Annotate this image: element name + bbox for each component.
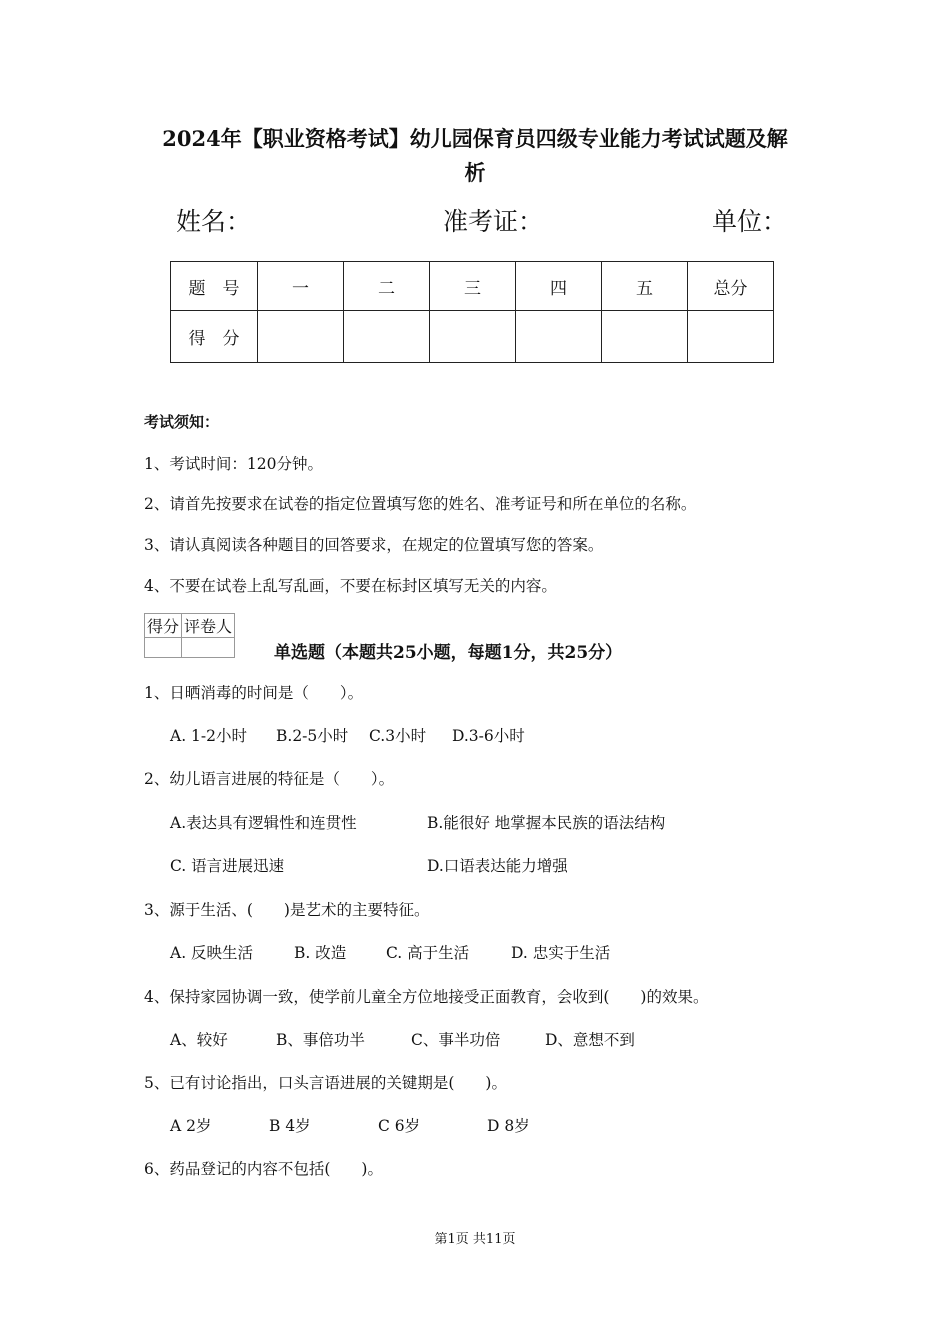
notice-item: 2、请首先按要求在试卷的指定位置填写您的姓名、准考证号和所在单位的名称。	[144, 495, 697, 513]
option: A. 1-2小时	[170, 727, 248, 745]
option: C 6岁	[378, 1117, 421, 1135]
grader-reviewer-label: 评卷人	[182, 614, 235, 638]
score-cell-1[interactable]	[258, 311, 344, 363]
option: A. 反映生活	[170, 944, 254, 962]
score-table-score-row	[171, 311, 774, 363]
header-section-5: 五	[602, 262, 688, 311]
header-section-1: 一	[258, 262, 344, 311]
score-table-header-row	[171, 262, 774, 311]
section-title: 单选题（本题共25小题，每题1分，共25分）	[274, 643, 623, 663]
option: A、较好	[170, 1031, 228, 1049]
question-text: 2、幼儿语言进展的特征是（ ）。	[144, 770, 395, 788]
option: C.3小时	[369, 727, 427, 745]
option: A.表达具有逻辑性和连贯性	[170, 814, 357, 832]
option: B.能很好 地掌握本民族的语法结构	[427, 814, 666, 832]
title-line-2: 析	[464, 160, 486, 185]
option: B、事倍功半	[276, 1031, 365, 1049]
score-cell-3[interactable]	[430, 311, 516, 363]
option: D、意想不到	[545, 1031, 635, 1049]
name-label: 姓名：	[176, 207, 252, 236]
option: C. 高于生活	[386, 944, 470, 962]
header-section-3: 三	[430, 262, 516, 311]
question-text: 6、药品登记的内容不包括( )。	[144, 1160, 383, 1178]
score-cell-5[interactable]	[602, 311, 688, 363]
header-total: 总分	[688, 262, 774, 311]
exam-number-label: 准考证：	[443, 207, 544, 236]
option: A 2岁	[170, 1117, 212, 1135]
header-question-number: 题 号	[171, 262, 258, 311]
option: B. 改造	[294, 944, 347, 962]
grader-box	[144, 613, 235, 658]
grader-header-row	[145, 614, 235, 638]
option: C、事半功倍	[411, 1031, 501, 1049]
question-text: 3、源于生活、( )是艺术的主要特征。	[144, 901, 430, 919]
unit-label: 单位：	[712, 207, 788, 236]
option: D.口语表达能力增强	[427, 857, 568, 875]
document-title	[140, 122, 810, 190]
notice-item: 1、考试时间：120分钟。	[144, 455, 323, 473]
header-section-4: 四	[516, 262, 602, 311]
question-text: 5、已有讨论指出，口头言语进展的关键期是( )。	[144, 1074, 507, 1092]
notice-title: 考试须知：	[144, 413, 220, 431]
notice-item: 3、请认真阅读各种题目的回答要求，在规定的位置填写您的答案。	[144, 536, 604, 554]
grader-input-row	[145, 638, 235, 658]
grader-score-cell[interactable]	[145, 638, 182, 658]
option: B.2-5小时	[276, 727, 349, 745]
score-label: 得 分	[171, 311, 258, 363]
option: D.3-6小时	[452, 727, 525, 745]
score-cell-4[interactable]	[516, 311, 602, 363]
page-footer: 第1页 共11页	[434, 1232, 516, 1247]
grader-score-label: 得分	[145, 614, 182, 638]
score-table	[170, 261, 774, 363]
score-cell-total[interactable]	[688, 311, 774, 363]
option: D. 忠实于生活	[511, 944, 611, 962]
option: B 4岁	[269, 1117, 311, 1135]
title-line-1: 2024年【职业资格考试】幼儿园保育员四级专业能力考试试题及解	[162, 126, 788, 151]
grader-reviewer-cell[interactable]	[182, 638, 235, 658]
question-text: 1、日晒消毒的时间是（ ）。	[144, 684, 364, 702]
question-text: 4、保持家园协调一致，使学前儿童全方位地接受正面教育，会收到( )的效果。	[144, 988, 709, 1006]
option: C. 语言进展迅速	[170, 857, 285, 875]
header-section-2: 二	[344, 262, 430, 311]
score-cell-2[interactable]	[344, 311, 430, 363]
option: D 8岁	[487, 1117, 530, 1135]
notice-item: 4、不要在试卷上乱写乱画，不要在标封区填写无关的内容。	[144, 577, 557, 595]
